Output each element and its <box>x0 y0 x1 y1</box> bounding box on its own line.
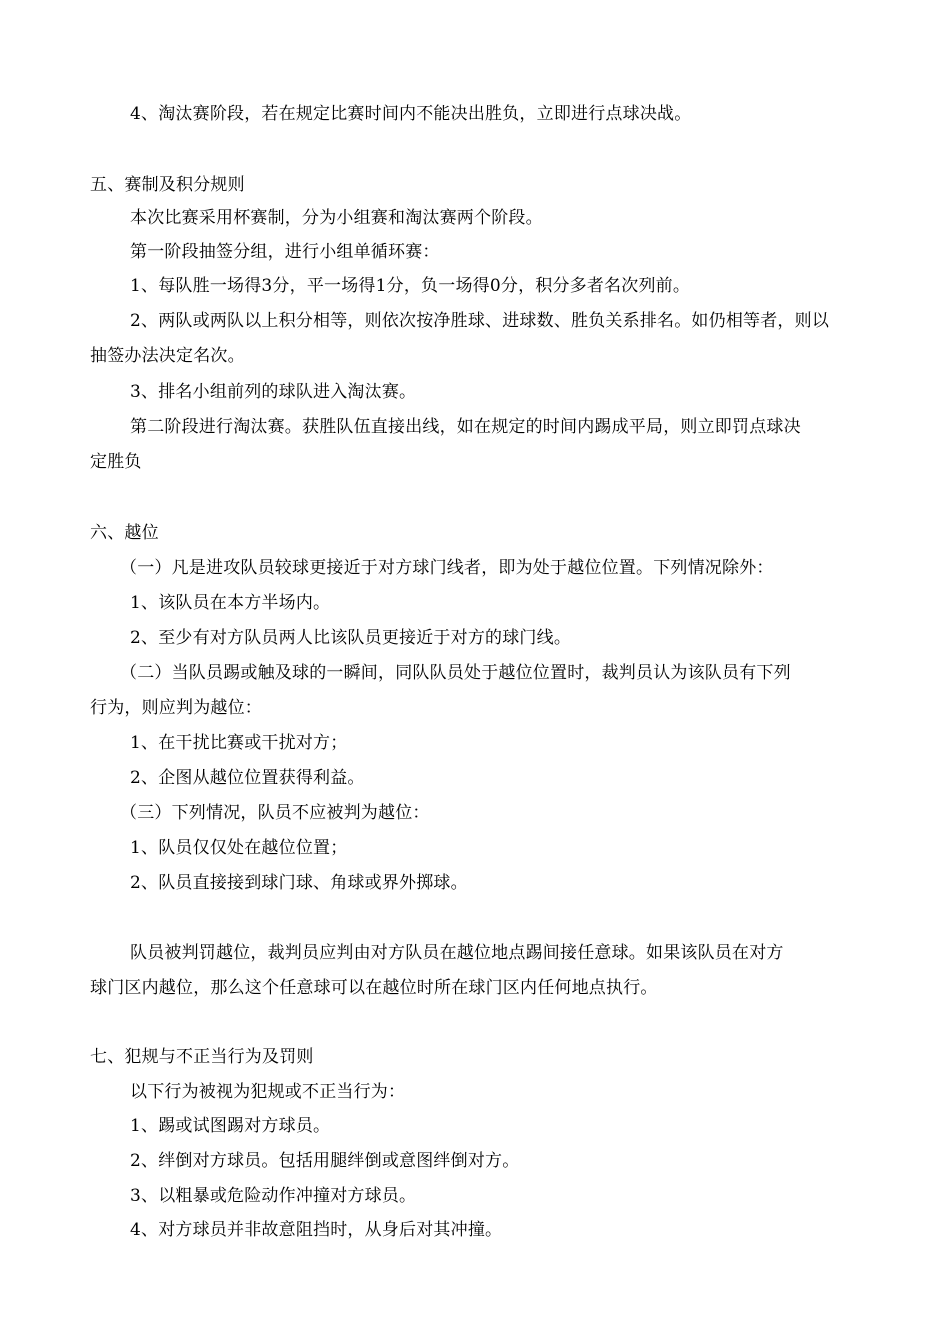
paragraph-line: 3、以粗暴或危险动作冲撞对方球员。 <box>130 1186 417 1206</box>
paragraph-line: 行为，则应判为越位： <box>90 698 262 718</box>
paragraph-line: （二）当队员踢或触及球的一瞬间，同队队员处于越位位置时，裁判员认为该队员有下列 <box>120 663 791 683</box>
paragraph-line: 2、两队或两队以上积分相等，则依次按净胜球、进球数、胜负关系排名。如仍相等者，则以 <box>130 311 830 331</box>
section-heading-7: 七、犯规与不正当行为及罚则 <box>90 1047 314 1067</box>
paragraph-line: 2、绊倒对方球员。包括用腿绊倒或意图绊倒对方。 <box>130 1151 520 1171</box>
paragraph-line: （一）凡是进攻队员较球更接近于对方球门线者，即为处于越位位置。下列情况除外： <box>120 558 774 578</box>
paragraph-line: 以下行为被视为犯规或不正当行为： <box>130 1082 406 1102</box>
paragraph-line: 2、企图从越位位置获得利益。 <box>130 768 365 788</box>
section-heading-5: 五、赛制及积分规则 <box>90 175 245 195</box>
paragraph-line: 2、队员直接接到球门球、角球或界外掷球。 <box>130 873 468 893</box>
paragraph-line: 第一阶段抽签分组，进行小组单循环赛： <box>130 242 440 262</box>
paragraph-line: 1、该队员在本方半场内。 <box>130 593 331 613</box>
paragraph-line: 抽签办法决定名次。 <box>90 346 245 366</box>
paragraph-line: 定胜负 <box>90 452 142 472</box>
paragraph-line: 1、踢或试图踢对方球员。 <box>130 1116 331 1136</box>
paragraph-line: 3、排名小组前列的球队进入淘汰赛。 <box>130 382 417 402</box>
paragraph-line: 1、每队胜一场得3分，平一场得1分，负一场得0分，积分多者名次列前。 <box>130 276 691 296</box>
paragraph-line: 本次比赛采用杯赛制，分为小组赛和淘汰赛两个阶段。 <box>130 208 543 228</box>
paragraph-line: 1、队员仅仅处在越位位置； <box>130 838 348 858</box>
paragraph-line: 队员被判罚越位，裁判员应判由对方队员在越位地点踢间接任意球。如果该队员在对方 <box>130 943 784 963</box>
paragraph-line: 1、在干扰比赛或干扰对方； <box>130 733 348 753</box>
paragraph-line: 2、至少有对方队员两人比该队员更接近于对方的球门线。 <box>130 628 572 648</box>
paragraph-line: 4、对方球员并非故意阻挡时，从身后对其冲撞。 <box>130 1220 503 1240</box>
paragraph-line: （三）下列情况，队员不应被判为越位： <box>120 803 430 823</box>
paragraph-line: 球门区内越位，那么这个任意球可以在越位时所在球门区内任何地点执行。 <box>90 978 658 998</box>
section-heading-6: 六、越位 <box>90 523 159 543</box>
paragraph-line: 4、淘汰赛阶段，若在规定比赛时间内不能决出胜负，立即进行点球决战。 <box>130 104 692 124</box>
paragraph-line: 第二阶段进行淘汰赛。获胜队伍直接出线，如在规定的时间内踢成平局，则立即罚点球决 <box>130 417 801 437</box>
